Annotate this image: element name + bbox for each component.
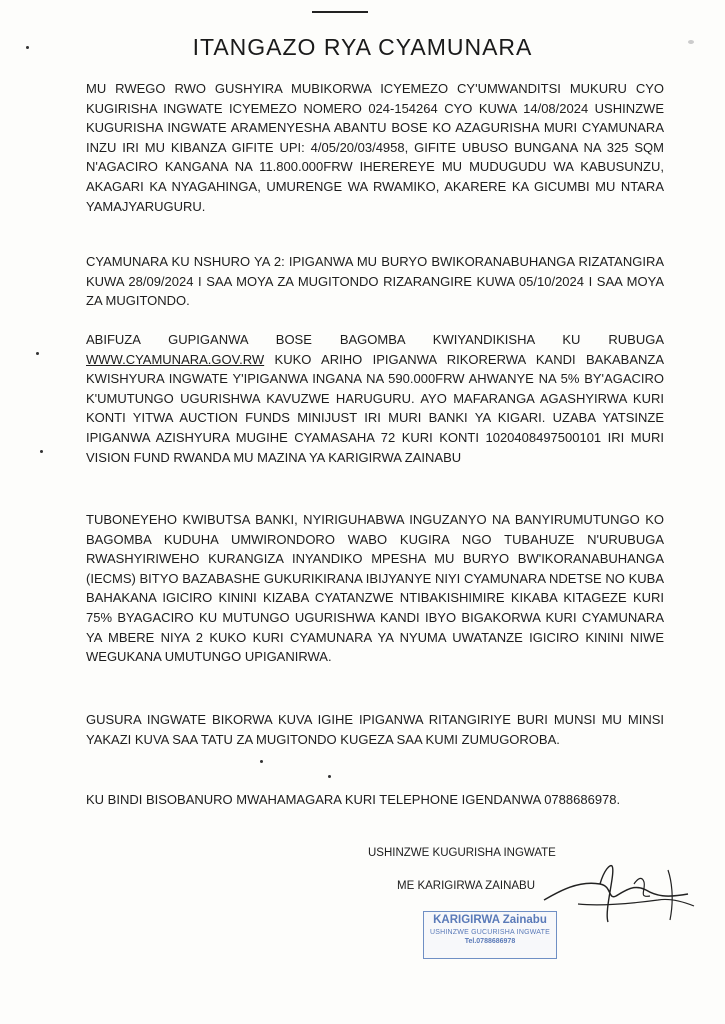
signatory-role: USHINZWE KUGURISHA INGWATE (368, 847, 556, 859)
auction-website-link[interactable]: WWW.CYAMUNARA.GOV.RW (86, 351, 265, 367)
scan-speck (40, 450, 43, 453)
paragraph-registration (86, 330, 664, 467)
stamp-name: KARIGIRWA Zainabu (433, 914, 547, 926)
top-rule-mark (312, 11, 368, 13)
paragraph-auction-dates: CYAMUNARA KU NSHURO YA 2: IPIGANWA MU BURYO BWIKORANABUHANGA RIZATANGIRA KUWA 28/09/2024 I SAA MOYA ZA MUGITONDO RIZARANGIRE KUWA 05/10/2024 I SAA MOYA ZA MUGITONDO. (86, 254, 664, 309)
registration-text-start: ABIFUZA GUPIGANWA BOSE BAGOMBA KWIYANDIKISHA KU RUBUGA (86, 332, 664, 347)
paragraph-auction-notice: MU RWEGO RWO GUSHYIRA MUBIKORWA ICYEMEZO CY'UMWANDITSI MUKURU CYO KUGIRISHA INGWATE ICYEMEZO NOMERO 024-154264 CYO KUWA 14/08/2024 USHINZWE KUGURISHA INGWATE ARAMENYESHA ABANTU BOSE KO AZAGURISHA MURI CYAMUNARA INZU IRI MU KIBANZA GIFITE UPI: 4/05/20/03/4958, GIFITE UBUSO BUNGANA NA 325 SQM N'AGACIRO KANGANA NA 11.800.000FRW IHEREREYE MU MUDUGUDU WA KABUSUNZU, AKAGARI KA NYAGAHINGA, UMURENGE WA RWAMIKO, AKARERE KA GICUMBI MU NTARA YAMAJYARUGURU. (86, 81, 664, 214)
paragraph-contact-phone: KU BINDI BISOBANURO MWAHAMAGARA KURI TELEPHONE IGENDANWA 0788686978. (86, 792, 621, 807)
signatory-name: ME KARIGIRWA ZAINABU (397, 880, 536, 892)
paragraph-bank-reminder: TUBONEYEHO KWIBUTSA BANKI, NYIRIGUHABWA INGUZANYO NA BANYIRUMUTUNGO KO BAGOMBA KUDUHA UMWIRONDORO WABO KUGIRA NGO TUBAHUZE N'URUBUGA RWASHYIRIWEHO KURANGIZA INYANDIKO MPESHA MU BURYO BW'IKORANABUHANGA (IECMS) BITYO BAZABASHE GUKURIKIRANA IBIJYANYE NIYI CYAMUNARA NDETSE NO KUBA BAHAKANA IGICIRO KININI KIZABA CYATANZWE NTIBAKISHIMIRE KIKABA KITAGEZE KURI 75% BYAGACIRO KU MUTUNGO UGURISHWA KANDI IBYO BIGAKORWA KURI CYAMUNARA YA MBERE NIYA 2 KUKO KURI CYAMUNARA YA NYUMA UWATANZE IGICIRO KININI NIWE WEGUKANA UMUTUNGO UPIGANIRWA. (86, 512, 664, 665)
official-stamp (423, 911, 557, 959)
scan-speck (36, 352, 39, 355)
registration-text-end: KUKO ARIHO IPIGANWA RIKORERWA KANDI BAKABANZA KWISHYURA INGWATE Y'IPIGANWA INGANA NA 590.000FRW AHWANYE NA 5% BY'AGACIRO K'UMUTUNGO UGURISHWA KAVUZWE HARUGURU. AYO MAFARANGA AGASHYIRWA KURI KONTI YITWA AUCTION FUNDS MINIJUST IRI MURI BANKI YA KIGARI. UZABA YATSINZE IPIGANWA AZISHYURA MUGIHE CYAMASAHA 72 KURI KONTI 1020408497500101 IRI MURI VISION FUND RWANDA MU MAZINA YA KARIGIRWA ZAINABU (86, 351, 664, 465)
stamp-phone: Tel.0788686978 (464, 938, 516, 945)
stamp-role: USHINZWE GUCURISHA INGWATE (430, 929, 550, 936)
scan-speck (260, 760, 263, 763)
handwritten-signature (538, 860, 698, 930)
paragraph-visiting-hours: GUSURA INGWATE BIKORWA KUVA IGIHE IPIGANWA RITANGIRIYE BURI MUNSI MU MINSI YAKAZI KUVA SAA TATU ZA MUGITONDO KUGEZA SAA KUMI ZUMUGOROBA. (86, 712, 664, 747)
scan-speck (328, 775, 331, 778)
document-title: ITANGAZO RYA CYAMUNARA (192, 34, 533, 60)
